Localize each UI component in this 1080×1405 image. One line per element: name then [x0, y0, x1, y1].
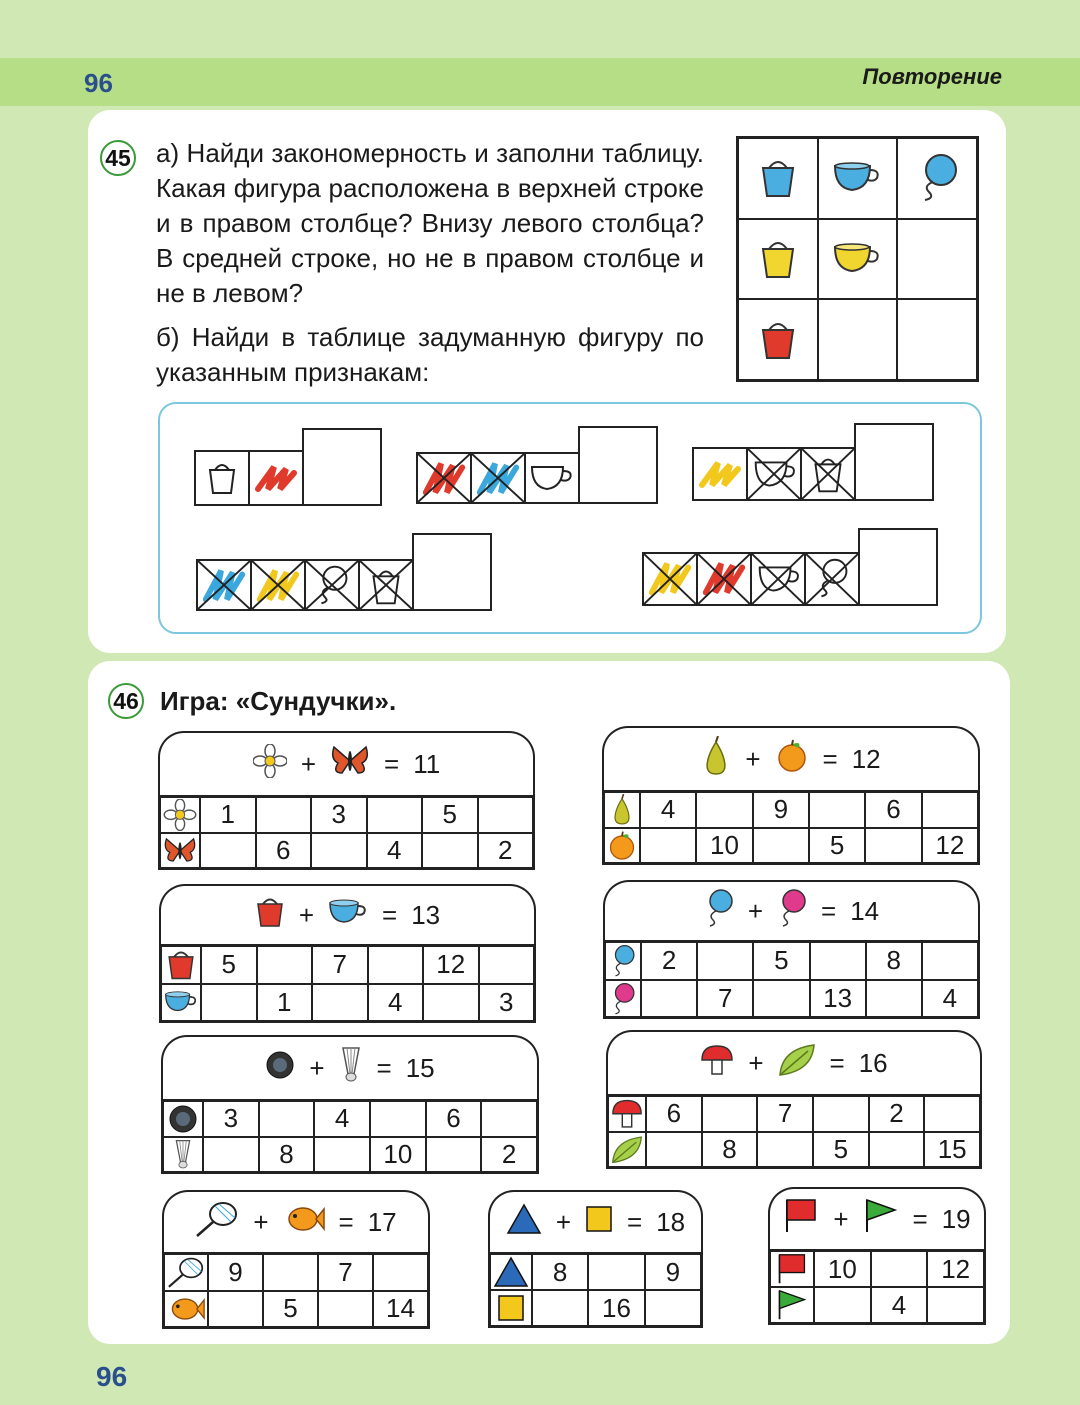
grid-cell[interactable] — [897, 138, 977, 219]
grid-cell[interactable] — [738, 299, 818, 380]
chest-table — [159, 944, 536, 1023]
number-cell: 7 — [318, 1254, 373, 1291]
sequence-3 — [692, 423, 934, 501]
square-icon — [490, 1290, 532, 1326]
grid-cell-empty[interactable] — [897, 299, 977, 380]
yellow-scribble-crossed-icon — [252, 560, 304, 610]
number-cell: 5 — [263, 1291, 318, 1328]
number-cell: 12 — [927, 1251, 984, 1287]
empty-cell[interactable] — [318, 1291, 373, 1328]
empty-cell[interactable] — [753, 980, 809, 1018]
number-cell: 1 — [257, 984, 313, 1022]
number-cell: 12 — [922, 828, 978, 864]
shuttlecock-icon — [339, 1046, 363, 1091]
empty-cell[interactable] — [311, 833, 367, 869]
blue-cup-icon — [832, 160, 882, 196]
pear-icon — [604, 792, 640, 828]
green-flag-icon — [863, 1198, 899, 1241]
answer-box[interactable] — [858, 528, 938, 606]
chest-header — [158, 731, 535, 795]
empty-cell[interactable] — [922, 942, 978, 980]
number-cell: 5 — [201, 946, 257, 984]
empty-cell[interactable] — [702, 1096, 758, 1132]
yellow-scribble-icon — [698, 457, 742, 491]
sum-value: 11 — [413, 748, 441, 779]
empty-cell[interactable] — [368, 946, 424, 984]
number-cell: 4 — [871, 1287, 928, 1323]
apple-icon — [775, 739, 809, 780]
fish-icon — [283, 1203, 325, 1242]
green-flag-icon — [770, 1287, 814, 1323]
number-cell: 7 — [312, 946, 368, 984]
number-cell: 10 — [696, 828, 752, 864]
butterfly-icon — [160, 833, 200, 869]
task-46-title: Игра: «Сундучки». — [160, 686, 397, 716]
shuttlecock-icon — [163, 1137, 203, 1173]
chest-table — [158, 795, 535, 870]
number-cell: 5 — [753, 942, 809, 980]
game-chest-12 — [602, 726, 980, 865]
blue-balloon-icon — [605, 942, 641, 980]
pink-balloon-icon — [605, 980, 641, 1018]
blue-bucket-icon — [759, 156, 797, 200]
red-flag-icon — [770, 1251, 814, 1287]
answer-box[interactable] — [412, 533, 492, 611]
chest-table — [606, 1094, 982, 1169]
task-45a-text: а) Найди закономерность и заполни таблицу. Какая фигура расположена в верхней строке и в правом столбце? Внизу левого столбца? В средней строке, но не в правом столбце и не в левом? — [156, 138, 704, 308]
number-cell: 5 — [813, 1132, 869, 1168]
empty-cell[interactable] — [263, 1254, 318, 1291]
sequence-1 — [194, 428, 382, 506]
cup-crossed-icon — [748, 448, 800, 500]
equals-sign: = — [822, 743, 838, 774]
mushroom-icon — [608, 1096, 646, 1132]
game-chest-18 — [488, 1190, 703, 1328]
empty-cell[interactable] — [866, 980, 922, 1018]
plus-sign: + — [833, 1203, 849, 1234]
chest-header — [162, 1190, 430, 1252]
number-cell: 8 — [532, 1254, 588, 1290]
equals-sign: = — [338, 1206, 354, 1237]
sequence-4 — [196, 533, 492, 611]
number-cell: 3 — [203, 1101, 259, 1137]
net-icon — [195, 1200, 239, 1245]
number-cell: 13 — [810, 980, 866, 1018]
empty-cell[interactable] — [869, 1132, 925, 1168]
empty-cell[interactable] — [532, 1290, 588, 1326]
answer-box[interactable] — [302, 428, 382, 506]
sum-value: 17 — [367, 1206, 397, 1237]
number-cell: 10 — [814, 1251, 871, 1287]
empty-cell[interactable] — [814, 1287, 871, 1323]
empty-cell[interactable] — [426, 1137, 482, 1173]
chest-table — [162, 1252, 430, 1329]
empty-cell[interactable] — [314, 1137, 370, 1173]
number-cell: 3 — [311, 797, 367, 833]
number-cell: 15 — [924, 1132, 980, 1168]
number-cell: 6 — [865, 792, 921, 828]
chest-header — [488, 1190, 703, 1252]
number-cell: 2 — [869, 1096, 925, 1132]
number-cell: 12 — [423, 946, 479, 984]
empty-cell[interactable] — [422, 833, 478, 869]
flower-icon — [160, 797, 200, 833]
sum-value: 15 — [405, 1052, 435, 1083]
sequence-2 — [416, 426, 658, 504]
sum-value: 19 — [941, 1203, 971, 1234]
number-cell: 6 — [256, 833, 312, 869]
game-chest-15 — [161, 1035, 539, 1174]
grid-cell[interactable] — [818, 219, 898, 300]
task-46-badge: 46 — [108, 683, 144, 719]
empty-cell[interactable] — [478, 797, 534, 833]
red-bucket-icon — [759, 318, 797, 362]
game-chest-11 — [158, 731, 535, 870]
number-cell: 7 — [697, 980, 753, 1018]
grid-cell[interactable] — [818, 138, 898, 219]
yellow-cup-icon — [832, 241, 882, 277]
number-cell: 8 — [866, 942, 922, 980]
pear-icon — [701, 736, 731, 783]
chest-table — [602, 790, 980, 865]
chest-header — [603, 880, 980, 940]
number-cell: 8 — [259, 1137, 315, 1173]
plus-sign: + — [300, 748, 316, 779]
chest-table — [488, 1252, 703, 1328]
grid-cell[interactable] — [738, 138, 818, 219]
empty-cell[interactable] — [259, 1101, 315, 1137]
blue-scribble-crossed-icon — [198, 560, 250, 610]
bucket-crossed-icon — [802, 448, 854, 500]
equals-sign: = — [384, 748, 400, 779]
blue-cup-icon — [161, 984, 201, 1022]
empty-cell[interactable] — [810, 942, 866, 980]
footer-page-number: 96 — [96, 1361, 128, 1392]
empty-cell[interactable] — [927, 1287, 984, 1323]
number-cell: 10 — [370, 1137, 426, 1173]
cup-outline-icon — [529, 462, 575, 494]
empty-cell[interactable] — [201, 984, 257, 1022]
empty-cell[interactable] — [370, 1101, 426, 1137]
number-cell: 3 — [479, 984, 535, 1022]
yellow-bucket-icon — [759, 237, 797, 281]
equals-sign: = — [376, 1052, 392, 1083]
mushroom-icon — [700, 1044, 734, 1083]
empty-cell[interactable] — [256, 797, 312, 833]
empty-cell[interactable] — [203, 1137, 259, 1173]
number-cell: 6 — [646, 1096, 702, 1132]
apple-icon — [604, 828, 640, 864]
chest-header — [768, 1187, 986, 1249]
equals-sign: = — [912, 1203, 928, 1234]
ball-icon — [265, 1050, 295, 1087]
plus-sign: + — [747, 895, 764, 926]
fish-icon — [164, 1291, 208, 1328]
red-bucket-icon — [161, 946, 201, 984]
answer-box[interactable] — [854, 423, 934, 501]
plus-sign: + — [748, 1047, 764, 1078]
ball-icon — [163, 1101, 203, 1137]
number-cell: 4 — [314, 1101, 370, 1137]
number-cell: 4 — [368, 984, 424, 1022]
bucket-crossed-icon — [360, 560, 412, 610]
blue-scribble-crossed-icon — [472, 453, 524, 503]
plus-sign: + — [309, 1052, 325, 1083]
sum-value: 16 — [858, 1047, 888, 1078]
grid-cell-empty[interactable] — [818, 299, 898, 380]
game-chest-13 — [159, 884, 536, 1023]
blue-balloon-icon — [704, 888, 734, 935]
red-scribble-icon — [254, 461, 298, 495]
net-icon — [164, 1254, 208, 1291]
blue-balloon-icon — [915, 152, 959, 204]
game-chest-14 — [603, 880, 980, 1019]
equals-sign: = — [829, 1047, 845, 1078]
empty-cell[interactable] — [641, 980, 697, 1018]
number-cell: 9 — [645, 1254, 701, 1290]
triangle-icon — [490, 1254, 532, 1290]
number-cell: 4 — [922, 980, 978, 1018]
balloon-crossed-icon — [806, 553, 858, 605]
number-cell: 5 — [809, 828, 865, 864]
empty-cell[interactable] — [373, 1254, 428, 1291]
empty-cell[interactable] — [200, 833, 256, 869]
empty-cell[interactable] — [922, 792, 978, 828]
number-cell: 9 — [208, 1254, 263, 1291]
chest-header — [602, 726, 980, 790]
empty-cell[interactable] — [257, 946, 313, 984]
section-title: Повторение — [862, 64, 1002, 89]
chest-table — [603, 940, 980, 1019]
empty-cell[interactable] — [423, 984, 479, 1022]
plus-sign: + — [253, 1206, 269, 1237]
number-cell: 2 — [481, 1137, 537, 1173]
chest-table — [768, 1249, 986, 1325]
task-45b-text: б) Найди в таблице задуманную фигуру по указанным признакам: — [156, 322, 704, 387]
sum-value: 14 — [850, 895, 880, 926]
empty-cell[interactable] — [588, 1254, 644, 1290]
flower-icon — [253, 744, 287, 785]
sum-value: 18 — [656, 1206, 686, 1237]
number-cell: 8 — [702, 1132, 758, 1168]
red-scribble-crossed-icon — [698, 553, 750, 605]
empty-cell[interactable] — [865, 828, 921, 864]
game-chest-17 — [162, 1190, 430, 1329]
chest-header — [159, 884, 536, 944]
empty-cell[interactable] — [809, 792, 865, 828]
triangle-icon — [506, 1203, 542, 1242]
empty-cell[interactable] — [479, 946, 535, 984]
empty-cell[interactable] — [640, 828, 696, 864]
number-cell: 4 — [367, 833, 423, 869]
number-cell: 5 — [422, 797, 478, 833]
empty-cell[interactable] — [813, 1096, 869, 1132]
red-bucket-icon — [255, 895, 285, 936]
chest-table — [161, 1099, 539, 1174]
number-cell: 7 — [757, 1096, 813, 1132]
plus-sign: + — [298, 899, 315, 930]
chest-header — [161, 1035, 539, 1099]
empty-cell[interactable] — [757, 1132, 813, 1168]
red-flag-icon — [783, 1198, 819, 1241]
grid-cell-empty[interactable] — [897, 219, 977, 300]
yellow-scribble-crossed-icon — [644, 553, 696, 605]
empty-cell[interactable] — [753, 828, 809, 864]
empty-cell[interactable] — [312, 984, 368, 1022]
number-cell: 2 — [478, 833, 534, 869]
number-cell: 2 — [641, 942, 697, 980]
number-cell: 6 — [426, 1101, 482, 1137]
sum-value: 12 — [851, 743, 881, 774]
pattern-grid — [736, 136, 979, 382]
pink-balloon-icon — [777, 888, 807, 935]
number-cell: 14 — [373, 1291, 428, 1328]
balloon-crossed-icon — [306, 560, 358, 610]
game-chest-19 — [768, 1187, 986, 1325]
number-cell: 9 — [753, 792, 809, 828]
blue-cup-icon — [328, 898, 368, 933]
leaf-icon — [608, 1132, 646, 1168]
empty-cell[interactable] — [924, 1096, 980, 1132]
equals-sign: = — [382, 899, 398, 930]
butterfly-icon — [330, 745, 370, 784]
square-icon — [585, 1205, 613, 1240]
plus-sign: + — [555, 1206, 572, 1237]
sequence-5 — [642, 528, 938, 606]
leaf-icon — [778, 1043, 816, 1084]
chest-header — [606, 1030, 982, 1094]
empty-cell[interactable] — [208, 1291, 263, 1328]
empty-cell[interactable] — [367, 797, 423, 833]
bucket-outline-icon — [207, 460, 237, 496]
game-chest-16 — [606, 1030, 982, 1169]
task-45-badge: 45 — [100, 140, 136, 176]
cup-crossed-icon — [752, 553, 804, 605]
sum-value: 13 — [411, 899, 441, 930]
equals-sign: = — [627, 1206, 643, 1237]
number-cell: 4 — [640, 792, 696, 828]
empty-cell[interactable] — [697, 942, 753, 980]
answer-box[interactable] — [578, 426, 658, 504]
number-cell: 16 — [588, 1290, 644, 1326]
empty-cell[interactable] — [871, 1251, 928, 1287]
page-number: 96 — [84, 68, 113, 98]
empty-cell[interactable] — [646, 1132, 702, 1168]
plus-sign: + — [745, 743, 761, 774]
number-cell: 1 — [200, 797, 256, 833]
empty-cell[interactable] — [481, 1101, 537, 1137]
equals-sign: = — [821, 895, 837, 926]
red-scribble-crossed-icon — [418, 453, 470, 503]
grid-cell[interactable] — [738, 219, 818, 300]
empty-cell[interactable] — [645, 1290, 701, 1326]
empty-cell[interactable] — [696, 792, 752, 828]
